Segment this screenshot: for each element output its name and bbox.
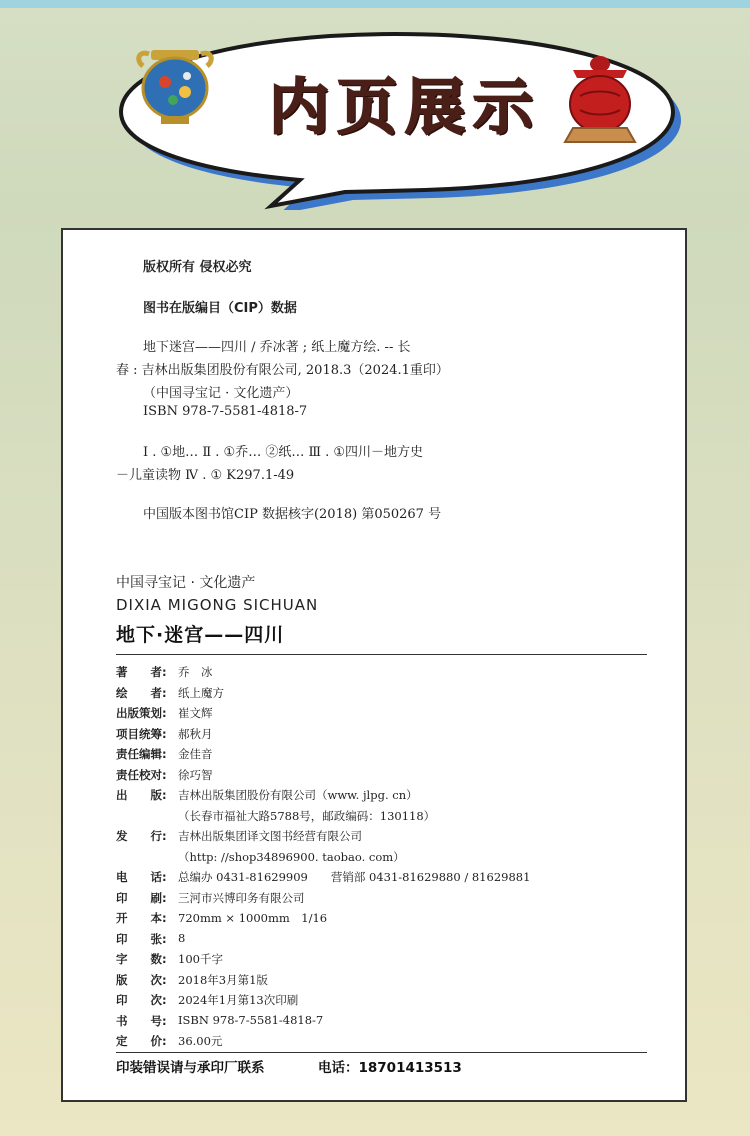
top-strip (0, 0, 750, 8)
classification-line: Ⅰ . ①地… Ⅱ . ①乔… ②纸… Ⅲ . ①四川－地方史 (143, 445, 424, 460)
cip-entry-line: 地下迷宫——四川 / 乔冰著 ; 纸上魔方绘. -- 长 (143, 340, 411, 355)
banner-title: 内页展示 (269, 73, 541, 143)
cip-entry-line: （中国寻宝记 · 文化遗产） (143, 386, 299, 401)
book-title-pinyin: DIXIA MIGONG SICHUAN (116, 596, 319, 614)
series-name: 中国寻宝记 · 文化遗产 (116, 575, 256, 591)
printing-error-contact: 印装错误请与承印厂联系 (116, 1060, 265, 1076)
cip-entry-line: ISBN 978-7-5581-4818-7 (143, 404, 308, 419)
banner (95, 20, 695, 210)
printing-error-phone: 电话：18701413513 (318, 1060, 462, 1076)
classification-line: －儿童读物 Ⅳ . ① K297.1-49 (116, 468, 295, 483)
cip-entry-line: 春 : 吉林出版集团股份有限公司, 2018.3（2024.1重印） (116, 363, 449, 378)
footer-divider (116, 1052, 647, 1053)
copyright-page: 版权所有 侵权必究 图书在版编目（CIP）数据 地下迷宫——四川 / 乔冰著 ; 纸上魔方绘. -- 长 春 : 吉林出版集团股份有限公司, 2018.3（2024.1重印） （中国寻宝记 · 文化遗产） ISBN 978-7-5581-4818-7 Ⅰ . ①地… Ⅱ . ①乔… ②纸… Ⅲ . ①四川－地方史 －儿童读物 Ⅳ . ① K297.1-49 中国版本图书馆CIP 数据核字(2018) 第050267 号 中国寻宝记 · 文化遗产 DIXIA MIGONG SICHUAN 地下·迷宫——四川 著 者: 乔 冰 绘 者: 纸上魔方 出版策划: 崔文辉 项目统筹: 郝秋月 责任编辑: 金佳音 责任校对: 徐巧智 出 版: 吉林出版集团股份有限公司（www. jlpg. cn） （长春市福祉大路5788号，邮政编码：130118） 发 行: 吉林出版集团译文图书经营有限公司 （http: //shop34896900. taobao. com） 电 话: 总编办 0431-81629909 营销部 0431-81629880 / 81629881 印 刷: 三河市兴博印务有限公司 开 本: 720mm × 1000mm 1/16 印 张: 8 字 数: 100千字 版 次: 2018年3月第1版 印 次: 2024年1月第13次印刷 书 号: ISBN 978-7-5581-4818-7 定 价: 36.00元 印装错误请与承印厂联系 电话：18701413513 (61, 228, 687, 1102)
copyright-notice: 版权所有 侵权必究 (143, 260, 252, 275)
cip-heading: 图书在版编目（CIP）数据 (143, 301, 297, 316)
cip-number: 中国版本图书馆CIP 数据核字(2018) 第050267 号 (143, 507, 442, 522)
title-divider (116, 654, 647, 655)
book-title: 地下·迷宫——四川 (116, 624, 285, 646)
